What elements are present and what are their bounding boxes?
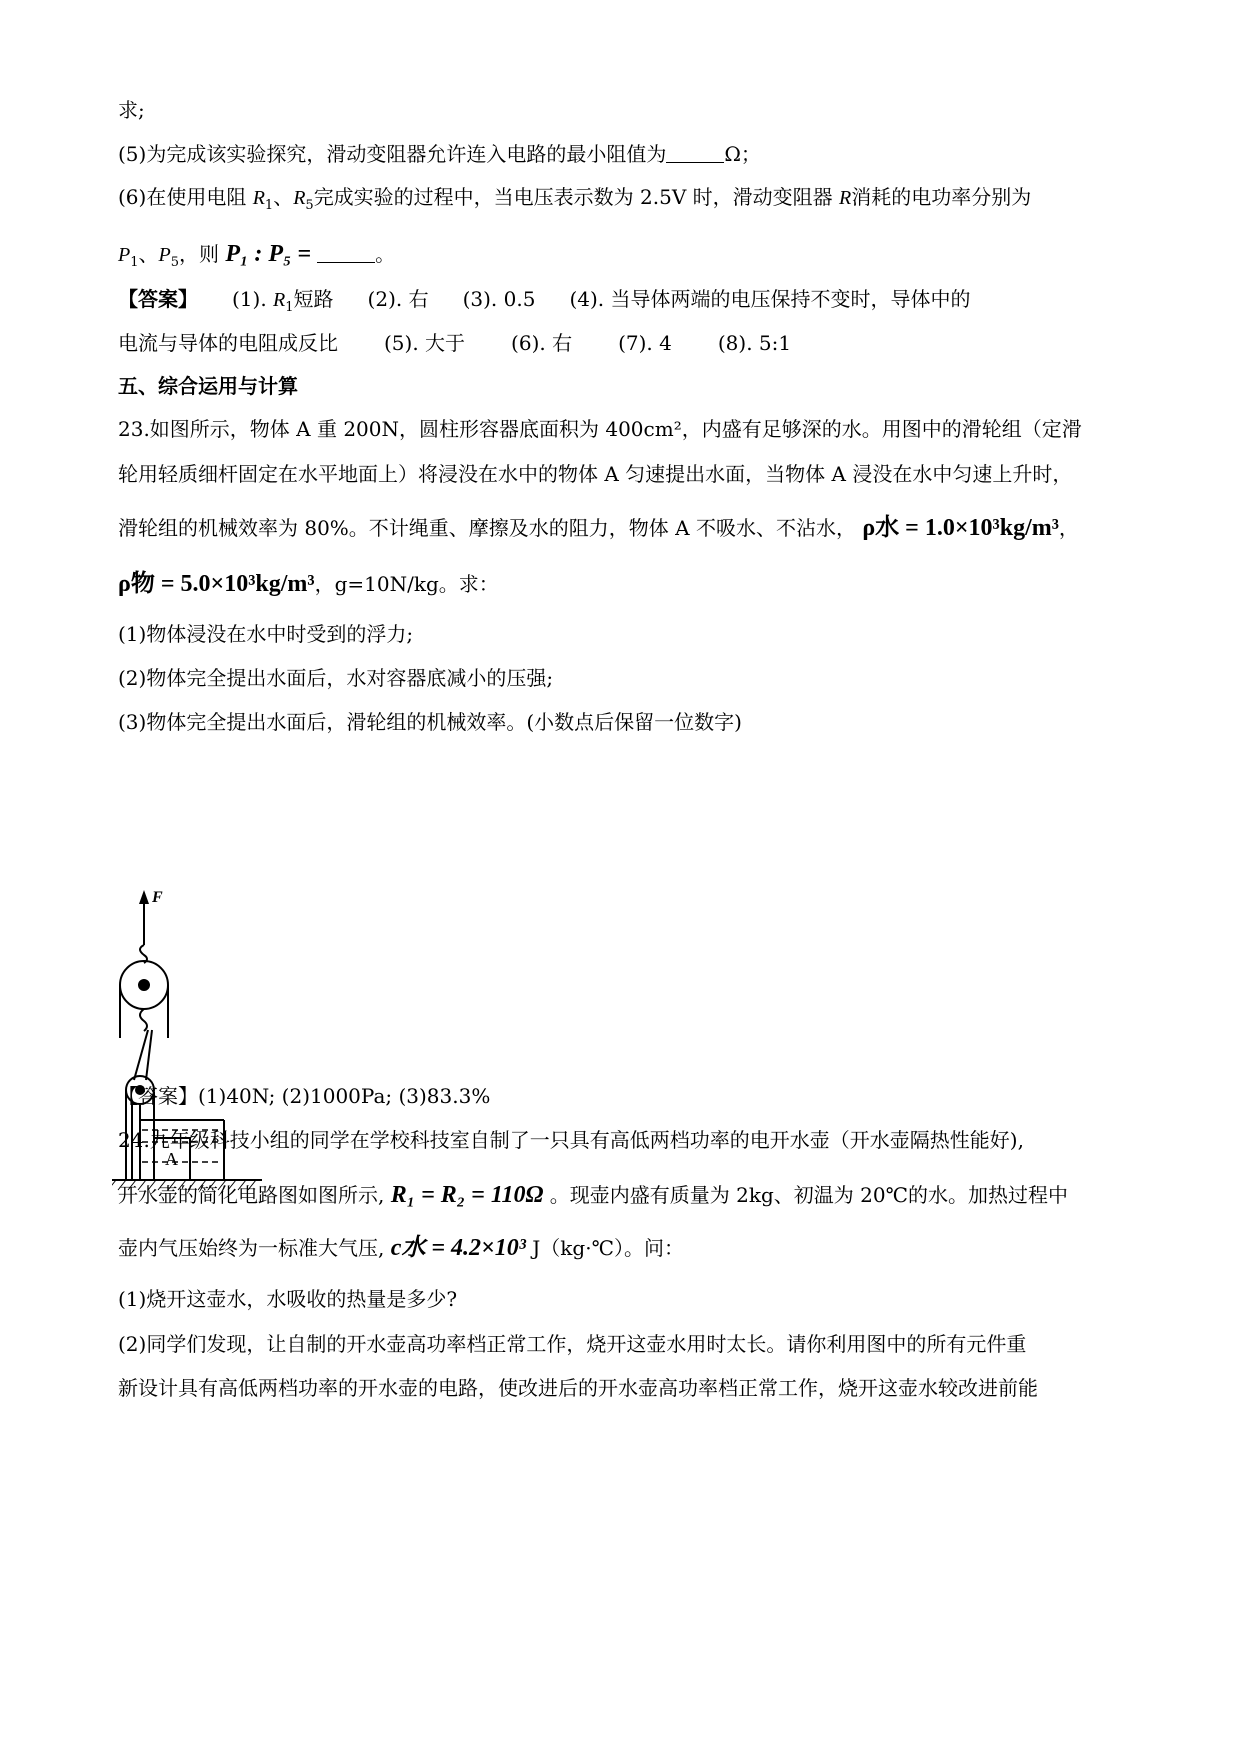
answer-line: 【答案】(1)40N; (2)1000Pa; (3)83.3%: [118, 1084, 491, 1108]
text-line: (3)物体完全提出水面后，滑轮组的机械效率。(小数点后保留一位数字): [118, 710, 742, 734]
text-line: (6)在使用电阻 $R_1$、$R_5$完成实验的过程中，当电压表示数为 2.5V 时，滑动变阻器 R消耗的电功率分别为: [118, 185, 1032, 213]
text-line: (1)烧开这壶水，水吸收的热量是多少?: [118, 1287, 458, 1311]
text-line: 壶内气压始终为一标准大气压, c水 = 4.2×10³ J（kg·℃）。问：: [118, 1235, 684, 1261]
answer-blank: [317, 244, 375, 263]
text-line: 求;: [118, 98, 145, 122]
text-line: (2)同学们发现，让自制的开水壶高功率档正常工作，烧开这壶水用时太长。请你利用图中的所有元件重: [118, 1332, 1027, 1356]
answer-blank: [666, 144, 724, 163]
section-heading: 五、综合运用与计算: [118, 374, 298, 398]
text-line: (2)物体完全提出水面后，水对容器底减小的压强;: [118, 666, 554, 690]
answer-line: 电流与导体的电阻成反比 (5). 大于 (6). 右 (7). 4 (8). 5:1: [118, 331, 792, 355]
text-line: 24.九年级科技小组的同学在学校科技室自制了一只具有高低两档功率的电开水壶（开水壶隔热性能好),: [118, 1128, 1024, 1152]
text-line: $P_1$、$P_5$，则 P₁ : P₅ = 。: [118, 241, 396, 270]
text-line: (5)为完成该实验探究，滑动变阻器允许连入电路的最小阻值为 Ω；: [118, 142, 761, 166]
text-line: 23.如图所示，物体 A 重 200N，圆柱形容器底面积为 400cm²，内盛有足够深的水。用图中的滑轮组（定滑: [118, 417, 1082, 441]
block-label: A: [165, 1149, 178, 1169]
text-line: 滑轮组的机械效率为 80%。不计绳重、摩擦及水的阻力，物体 A 不吸水、不沾水， ρ水 = 1.0×10³kg/m³，: [118, 515, 1079, 541]
force-label: F: [152, 889, 163, 906]
text-line: (1)物体浸没在水中时受到的浮力;: [118, 622, 414, 646]
text-line: 开水壶的简化电路图如图所示, R₁ = R₂ = 110Ω 。现壶内盛有质量为 2kg、初温为 20℃的水。加热过程中: [118, 1182, 1068, 1208]
text-line: 新设计具有高低两档功率的开水壶的电路，使改进后的开水壶高功率档正常工作，烧开这壶水较改进前能: [118, 1376, 1038, 1400]
text-line: ρ物 = 5.0×10³kg/m³，g=10N/kg。求：: [118, 571, 499, 597]
text-line: 轮用轻质细杆固定在水平地面上）将浸没在水中的物体 A 匀速提出水面，当物体 A 浸没在水中匀速上升时，: [118, 462, 1073, 486]
answer-line: 【答案】 (1). $R_1$短路 (2). 右 (3). 0.5 (4). 当导体两端的电压保持不变时，导体中的: [118, 287, 971, 315]
